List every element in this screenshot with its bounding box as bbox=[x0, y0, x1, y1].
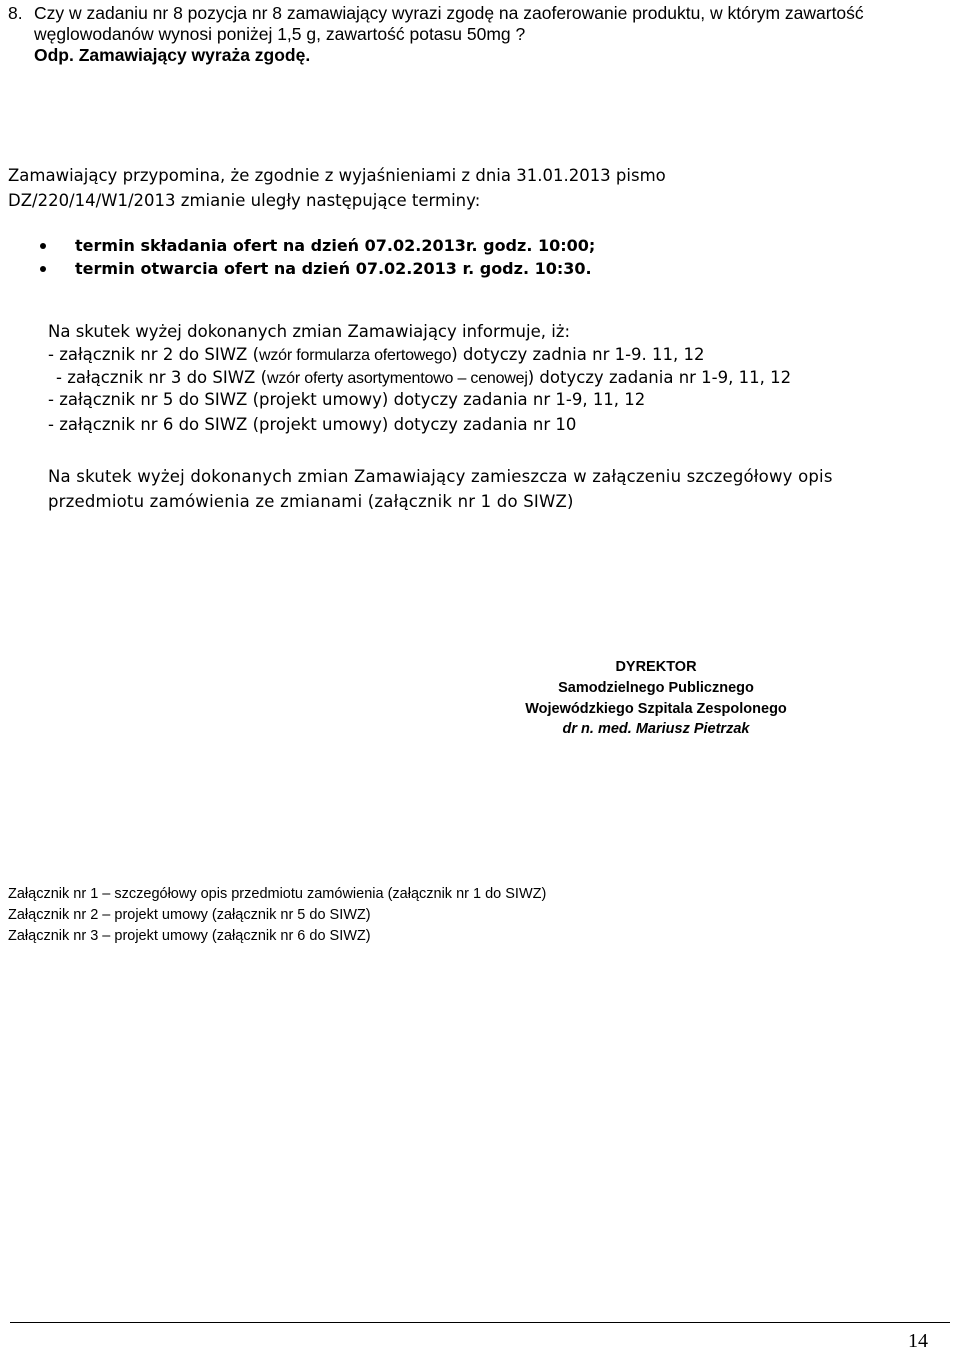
changes-item-1-form: wzór formularza ofertowego bbox=[259, 347, 452, 364]
changes-item-1 bbox=[48, 345, 705, 365]
changes-item-2 bbox=[56, 368, 791, 388]
closing-line-2: przedmiotu zamówienia ze zmianami (załącznik nr 1 do SIWZ) bbox=[48, 492, 574, 511]
attachment-2: Załącznik nr 2 – projekt umowy (załącznik nr 5 do SIWZ) bbox=[8, 907, 371, 923]
changes-item-2-end: ) dotyczy zadania nr 1-9, 11, 12 bbox=[527, 368, 792, 387]
reminder-line-1: Zamawiający przypomina, że zgodnie z wyjaśnieniami z dnia 31.01.2013 pismo bbox=[8, 166, 666, 185]
reminder-line-2: DZ/220/14/W1/2013 zmianie uległy następujące terminy: bbox=[8, 191, 481, 210]
changes-item-3: - załącznik nr 5 do SIWZ (projekt umowy) dotyczy zadania nr 1-9, 11, 12 bbox=[48, 390, 646, 409]
closing-line-1: Na skutek wyżej dokonanych zmian Zamawiający zamieszcza w załączeniu szczegółowy opis bbox=[48, 467, 833, 486]
attachment-3: Załącznik nr 3 – projekt umowy (załącznik nr 6 do SIWZ) bbox=[8, 928, 371, 944]
signature-name: dr n. med. Mariusz Pietrzak bbox=[562, 721, 750, 737]
bullet-icon bbox=[40, 266, 46, 272]
signature-line-2: Samodzielnego Publicznego bbox=[558, 680, 754, 696]
changes-item-2-start: - załącznik nr 3 do SIWZ ( bbox=[56, 368, 268, 387]
question-line-1: Czy w zadaniu nr 8 pozycja nr 8 zamawiający wyrazi zgodę na zaoferowanie produktu, w którym zawartość bbox=[34, 3, 864, 23]
changes-item-2-form: wzór oferty asortymentowo – cenowej bbox=[267, 370, 528, 387]
deadline-item-2: termin otwarcia ofert na dzień 07.02.2013 r. godz. 10:30. bbox=[75, 259, 592, 278]
attachment-1: Załącznik nr 1 – szczegółowy opis przedmiotu zamówienia (załącznik nr 1 do SIWZ) bbox=[8, 886, 547, 902]
changes-item-1-end: ) dotyczy zadnia nr 1-9. 11, 12 bbox=[451, 345, 705, 364]
bullet-icon bbox=[40, 243, 46, 249]
changes-item-4: - załącznik nr 6 do SIWZ (projekt umowy) dotyczy zadania nr 10 bbox=[48, 415, 577, 434]
page-number: 14 bbox=[908, 1330, 928, 1352]
changes-intro: Na skutek wyżej dokonanych zmian Zamawiający informuje, iż: bbox=[48, 322, 571, 341]
answer: Odp. Zamawiający wyraża zgodę. bbox=[34, 45, 311, 65]
question-number: 8. bbox=[8, 3, 23, 23]
question-line-2: węglowodanów wynosi poniżej 1,5 g, zawartość potasu 50mg ? bbox=[34, 24, 526, 44]
changes-item-1-start: - załącznik nr 2 do SIWZ ( bbox=[48, 345, 260, 364]
signature-title: DYREKTOR bbox=[615, 659, 697, 675]
footer-rule bbox=[10, 1322, 950, 1323]
deadline-item-1: termin składania ofert na dzień 07.02.2013r. godz. 10:00; bbox=[75, 236, 596, 255]
signature-line-3: Wojewódzkiego Szpitala Zespolonego bbox=[525, 701, 787, 717]
